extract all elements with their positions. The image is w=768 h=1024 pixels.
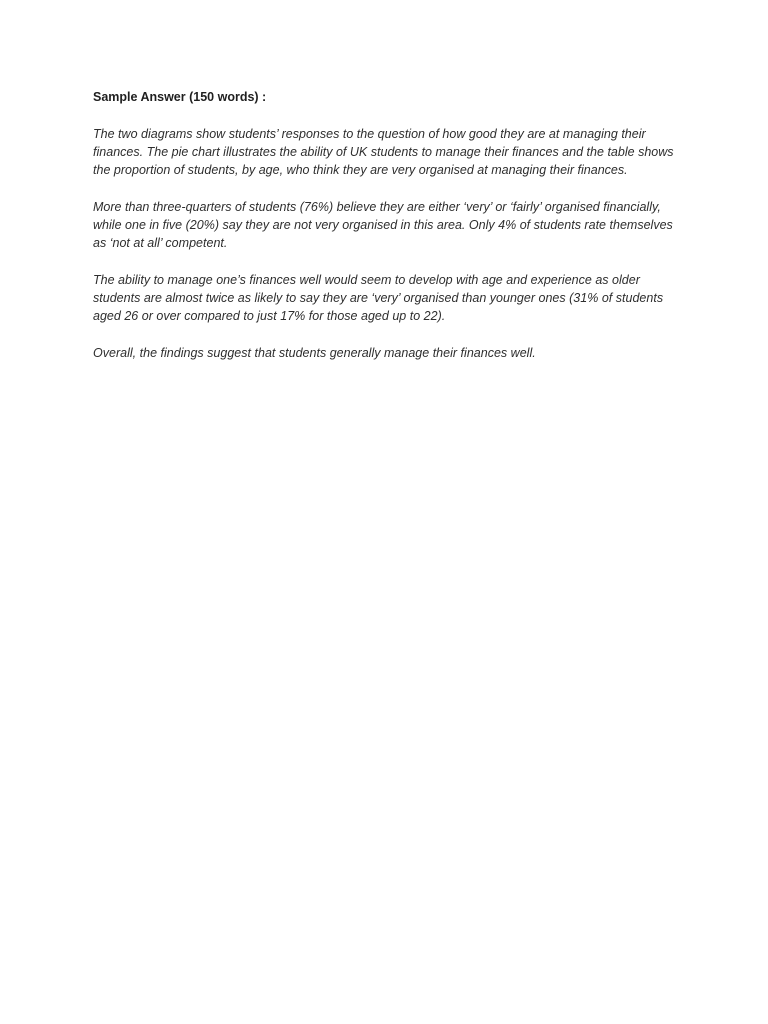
paragraph-intro: The two diagrams show students’ responses to the question of how good they are at managing their finances. The pie chart illustrates the ability of UK students to manage their finances and the table shows the proportion of students, by age, who think they are very organised at managing their finances. [93,126,674,178]
document-heading: Sample Answer (150 words) : [93,90,267,104]
document-page [93,88,683,381]
paragraph-age-comparison: The ability to manage one’s finances well would seem to develop with age and experience as older students are almost twice as likely to say they are ‘very’ organised than younger ones (31% of students aged 26 or over compared to just 17% for those aged up to 22). [93,272,664,324]
paragraph-conclusion: Overall, the findings suggest that students generally manage their finances well. [93,346,536,361]
paragraph-overview: More than three-quarters of students (76%) believe they are either ‘very’ or ‘fairly’ organised financially, while one in five (20%) say they are not very organised in this area. Only 4% of students rate themselves as ‘not at all’ competent. [93,199,673,251]
